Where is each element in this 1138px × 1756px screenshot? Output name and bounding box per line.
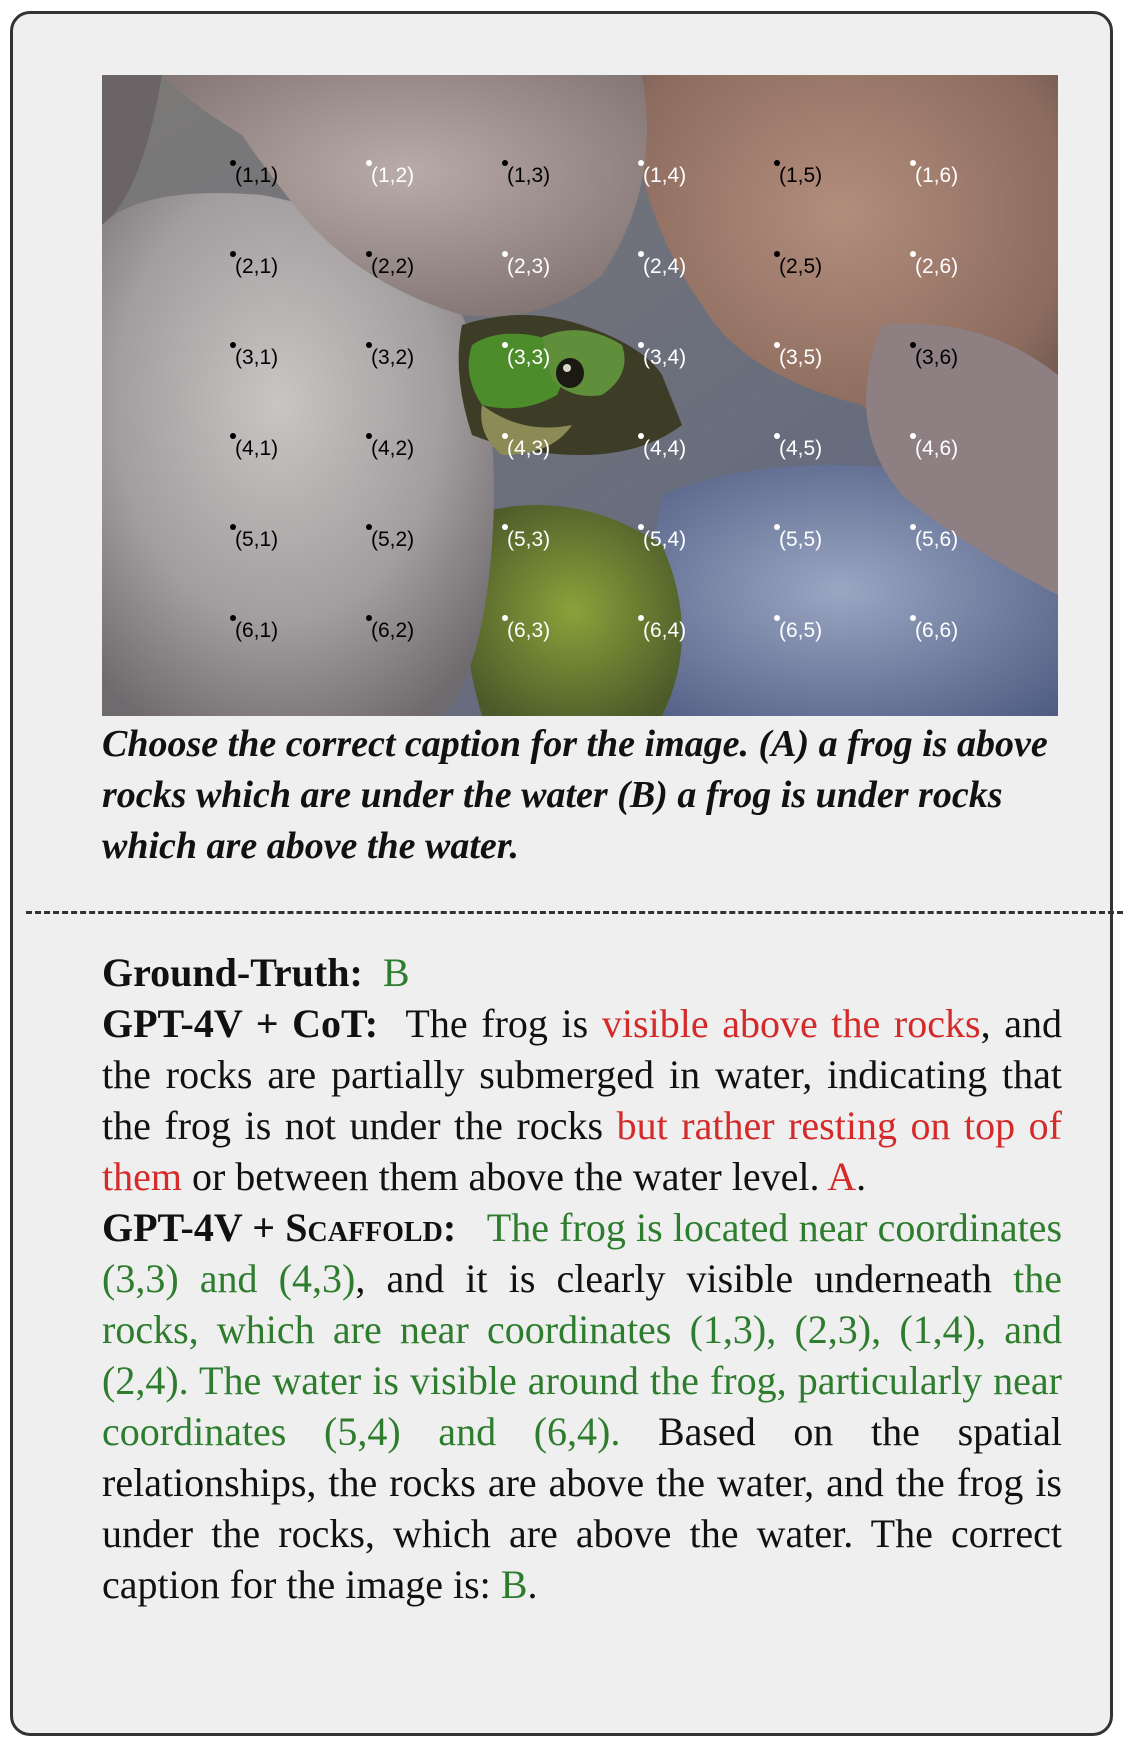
grid-point-label: (2,3) <box>507 255 551 278</box>
grid-point-label: (6,2) <box>371 619 415 642</box>
ground-truth-value: B <box>382 950 410 995</box>
grid-point-label: (4,6) <box>915 437 959 460</box>
grid-point-label: (2,5) <box>779 255 823 278</box>
grid-point-label: (1,6) <box>915 164 959 187</box>
grid-point-label: (1,5) <box>779 164 823 187</box>
grid-point-label: (1,2) <box>371 164 415 187</box>
grid-point-label: (1,4) <box>643 164 687 187</box>
cot-text-2: , and the rocks are partially submerged in water, indicating that the frog is not under the rocks <box>102 1001 1062 1148</box>
grid-point-label: (4,5) <box>779 437 823 460</box>
grid-point-label: (2,4) <box>643 255 687 278</box>
answers-block <box>102 947 1062 1610</box>
grid-point-label: (3,3) <box>507 346 551 369</box>
cot-text-3: or between them above the water level. <box>181 1154 828 1199</box>
grid-point-label: (3,1) <box>235 346 279 369</box>
scaffold-label-name: Scaffold <box>285 1205 443 1250</box>
grid-point-label: (5,4) <box>643 528 687 551</box>
scaffold-text-1: , and it is clearly visible underneath <box>355 1256 1014 1301</box>
ground-truth-label: Ground-Truth: <box>102 950 363 995</box>
grid-point-label: (5,5) <box>779 528 823 551</box>
grid-point-label: (3,6) <box>915 346 959 369</box>
scaffold-text-2 <box>189 1358 199 1403</box>
grid-point-label: (6,6) <box>915 619 959 642</box>
grid-point-label: (3,5) <box>779 346 823 369</box>
scaffold-correct-2: the rocks, which are near coordinates (1,3), (2,3), (1,4), and (2,4). <box>102 1256 1062 1403</box>
scaffold-correct-1: The frog is located near coordinates (3,3) and (4,3) <box>102 1205 1063 1301</box>
figure-card <box>10 11 1113 1736</box>
grid-point-label: (5,2) <box>371 528 415 551</box>
grid-point-label: (3,4) <box>643 346 687 369</box>
grid-point-label: (5,1) <box>235 528 279 551</box>
grid-point-label: (5,3) <box>507 528 551 551</box>
ground-truth-line <box>102 947 1062 998</box>
scaffold-answer-choice: B <box>500 1562 528 1607</box>
scaffold-correct-3: The water is visible around the frog, particularly near coordinates (5,4) and (6,4). <box>102 1358 1062 1454</box>
scaffold-answer <box>102 1202 1062 1610</box>
cot-label: GPT-4V + CoT: <box>102 1001 379 1046</box>
scaffold-label-suffix: : <box>442 1205 457 1250</box>
cot-incorrect-1: visible above the rocks <box>601 1001 981 1046</box>
grid-point-label: (4,1) <box>235 437 279 460</box>
cot-answer-choice: A <box>827 1154 857 1199</box>
cot-answer <box>102 998 1062 1202</box>
scaffold-text-3: Based on the spatial relationships, the rocks are above the water, and the frog is under the rocks, which are above the water. The correct caption for the image is: <box>102 1409 1062 1607</box>
grid-point-label: (4,4) <box>643 437 687 460</box>
scaffold-label <box>102 1205 456 1250</box>
grid-point-label: (1,3) <box>507 164 551 187</box>
grid-point-label: (2,1) <box>235 255 279 278</box>
grid-point-label: (6,5) <box>779 619 823 642</box>
grid-point-label: (6,1) <box>235 619 279 642</box>
grid-point-label: (6,3) <box>507 619 551 642</box>
grid-point-label: (4,3) <box>507 437 551 460</box>
cot-text-1: The frog is <box>405 1001 602 1046</box>
cot-text-4: . <box>856 1154 867 1199</box>
frog-rocks-photo <box>102 75 1058 716</box>
scaffold-label-prefix: GPT-4V + <box>102 1205 286 1250</box>
grid-point-label: (3,2) <box>371 346 415 369</box>
question-text: Choose the correct caption for the image. (A) a frog is above rocks which are under the water (B) a frog is under rocks which are above the water. <box>102 723 1048 867</box>
cot-incorrect-2: but rather resting on top of them <box>102 1103 1062 1199</box>
dashed-divider <box>26 911 1123 914</box>
grid-point-label: (5,6) <box>915 528 959 551</box>
grid-point-label: (2,2) <box>371 255 415 278</box>
grid-point-label: (4,2) <box>371 437 415 460</box>
grid-point-label: (2,6) <box>915 255 959 278</box>
grid-point-label: (6,4) <box>643 619 687 642</box>
grid-point-label: (1,1) <box>235 164 279 187</box>
scaffold-text-4: . <box>527 1562 538 1607</box>
